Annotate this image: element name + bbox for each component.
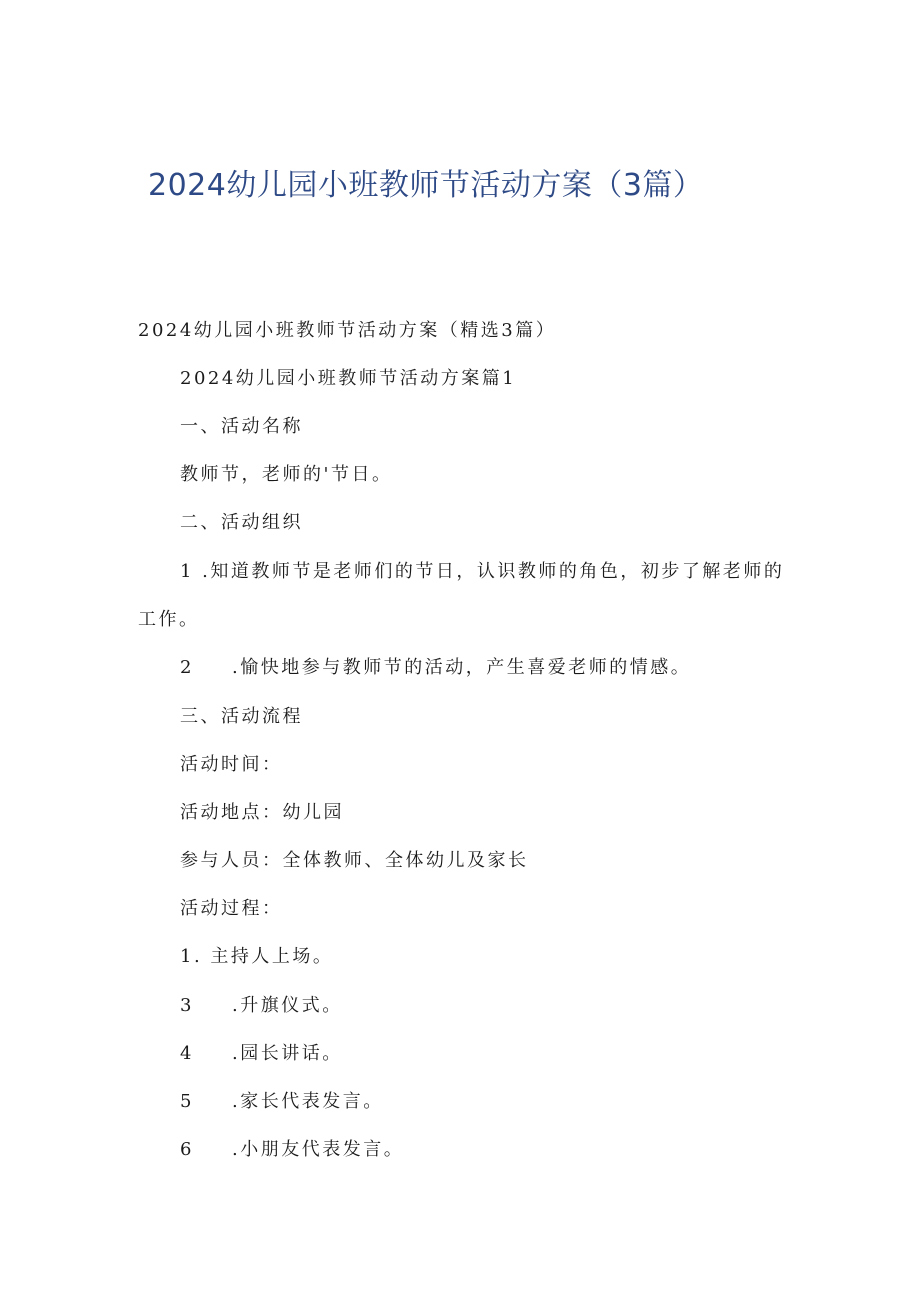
process-step [180,991,343,1017]
activity-place: 活动地点：幼儿园 [180,802,344,823]
process-step-number: 5 [180,1091,194,1112]
section-heading-name: 一、活动名称 [180,416,303,437]
goal-item-1: 1 .知道教师节是老师们的节日，认识教师的角色，初步了解老师的 [180,561,785,582]
activity-time: 活动时间： [180,754,283,775]
process-step [180,1135,404,1161]
section-heading-process: 三、活动流程 [180,706,303,727]
section-heading-organization: 二、活动组织 [180,512,303,533]
activity-participants: 参与人员：全体教师、全体幼儿及家长 [180,850,529,871]
process-step-number: 4 [180,1043,194,1064]
document-subtitle: 2024幼儿园小班教师节活动方案（精选3篇） [138,320,557,341]
part-heading: 2024幼儿园小班教师节活动方案篇1 [180,368,517,389]
process-step-1: 1. 主持人上场。 [180,946,334,967]
process-step-text: .家长代表发言。 [232,1091,384,1112]
process-step [180,1039,343,1065]
activity-process-label: 活动过程： [180,898,283,919]
goal-item-2-text: .愉快地参与教师节的活动，产生喜爱老师的情感。 [232,657,692,678]
goal-item-2 [180,653,691,679]
process-step-text: .小朋友代表发言。 [232,1139,405,1160]
goal-item-1-continued: 工作。 [138,609,200,630]
process-step-text: .升旗仪式。 [232,995,343,1016]
process-step-number: 3 [180,995,194,1016]
goal-item-2-number: 2 [180,657,194,678]
document-title: 2024幼儿园小班教师节活动方案（3篇） [148,168,704,203]
process-step-text: .园长讲话。 [232,1043,343,1064]
section-text-name: 教师节，老师的'节日。 [180,464,393,485]
process-step [180,1087,384,1113]
process-step-number: 6 [180,1139,194,1160]
